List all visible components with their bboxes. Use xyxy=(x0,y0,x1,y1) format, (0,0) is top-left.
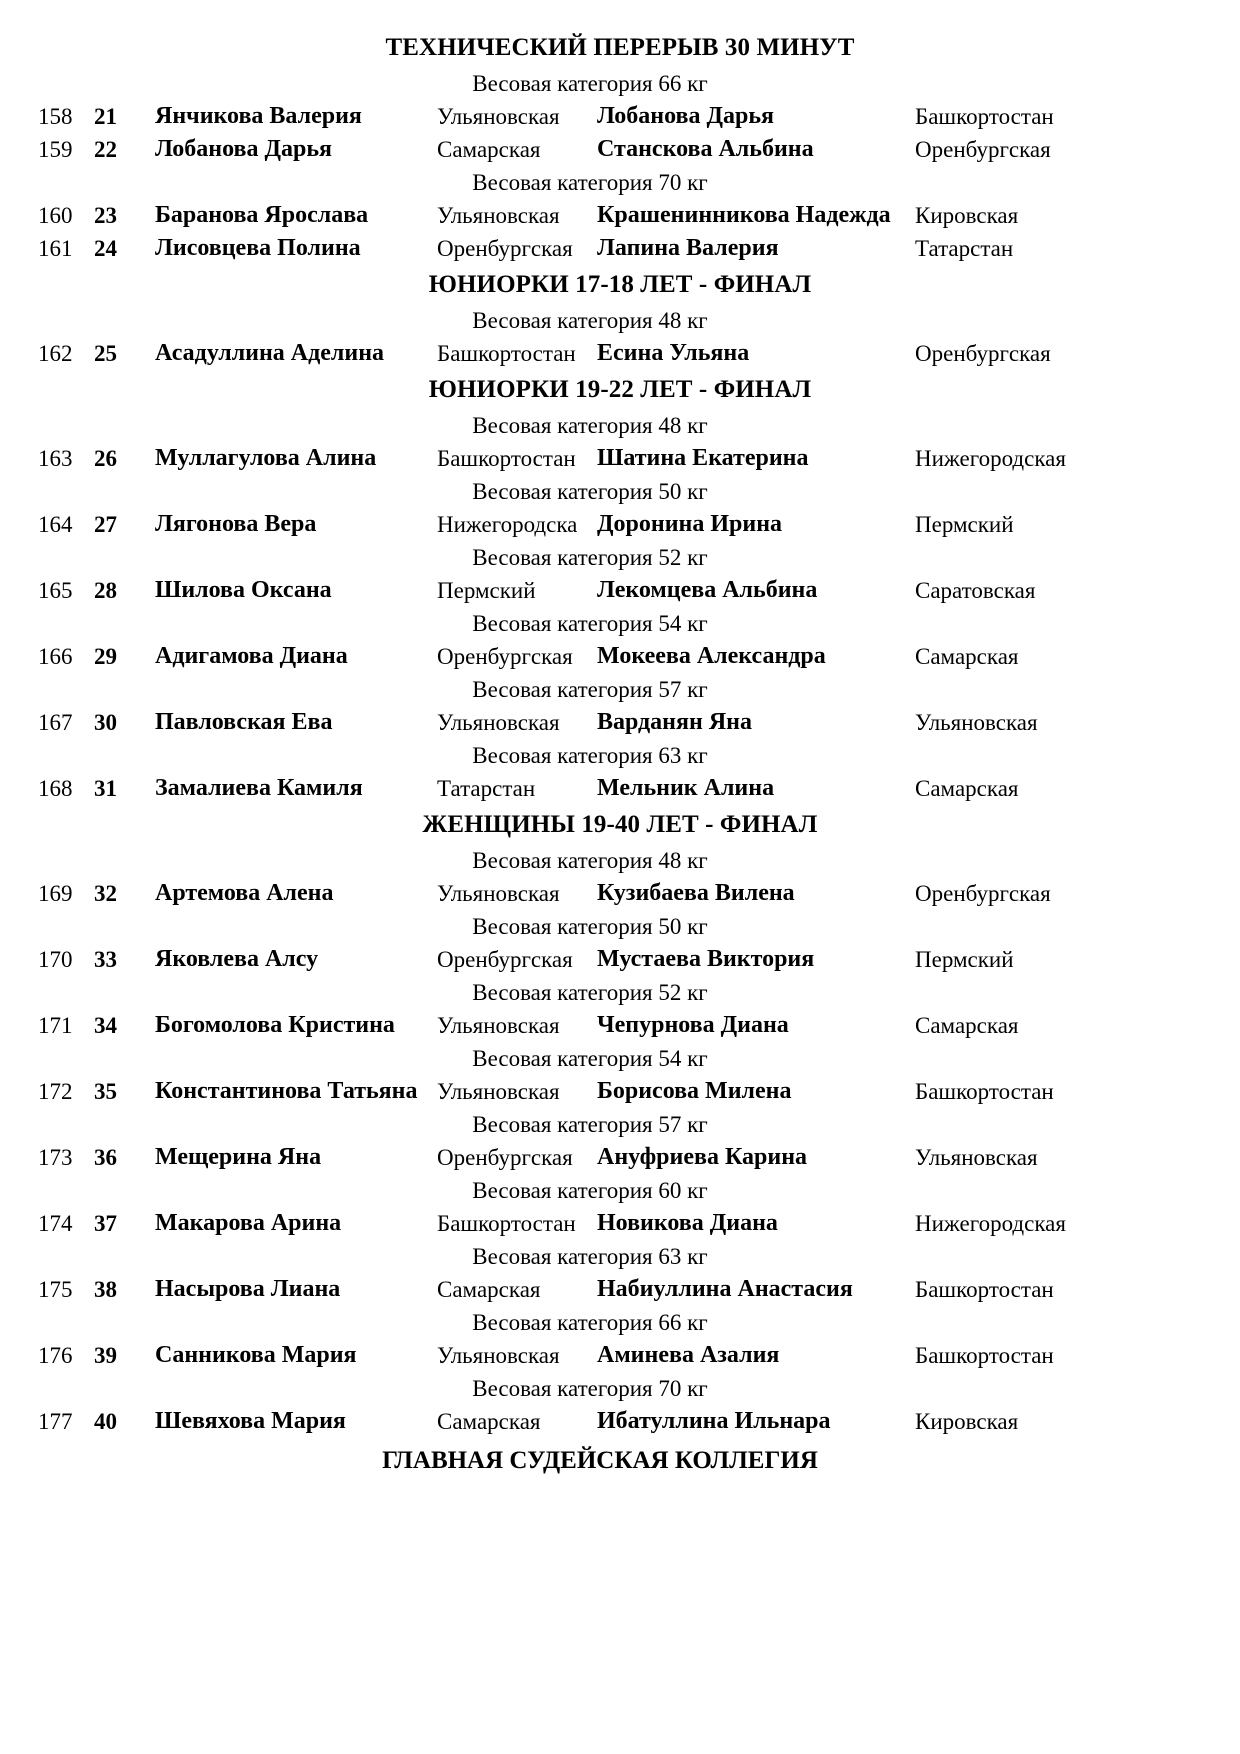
bout-sequence-number: 166 xyxy=(38,644,73,669)
athlete-name-left: Мещерина Яна xyxy=(155,1144,322,1170)
bout-row xyxy=(0,232,1240,265)
bout-sequence-number: 176 xyxy=(38,1343,73,1368)
weight-category-label: Весовая категория 66 кг xyxy=(472,71,708,96)
athlete-name-right: Лапина Валерия xyxy=(597,235,779,261)
bout-sequence-number: 163 xyxy=(38,446,73,471)
weight-category-label: Весовая категория 54 кг xyxy=(472,611,708,636)
athlete-name-right: Доронина Ирина xyxy=(597,511,783,537)
athlete-region-right: Оренбургская xyxy=(915,341,1051,366)
bout-row xyxy=(0,442,1240,475)
bout-row xyxy=(0,1207,1240,1240)
athlete-name-right: Набиуллина Анастасия xyxy=(597,1276,853,1302)
bout-number: 21 xyxy=(94,104,117,129)
bout-number: 33 xyxy=(94,947,117,972)
bout-sequence-number: 159 xyxy=(38,137,73,162)
athlete-region-left: Башкортостан xyxy=(437,1211,576,1236)
bout-number: 32 xyxy=(94,881,117,906)
athlete-name-left: Муллагулова Алина xyxy=(155,445,377,471)
weight-category-label: Весовая категория 54 кг xyxy=(472,1046,708,1071)
bout-number: 30 xyxy=(94,710,117,735)
athlete-region-right: Кировская xyxy=(915,203,1019,228)
bout-number: 27 xyxy=(94,512,117,537)
athlete-name-left: Макарова Арина xyxy=(155,1210,342,1236)
weight-category-label: Весовая категория 48 кг xyxy=(472,848,708,873)
bout-number: 28 xyxy=(94,578,117,603)
bout-number: 29 xyxy=(94,644,117,669)
weight-category-label: Весовая категория 52 кг xyxy=(472,980,708,1005)
athlete-name-right: Борисова Милена xyxy=(597,1078,792,1104)
bout-sequence-number: 164 xyxy=(38,512,73,537)
athlete-region-right: Ульяновская xyxy=(915,710,1038,735)
bout-sequence-number: 158 xyxy=(38,104,73,129)
bout-number: 39 xyxy=(94,1343,117,1368)
bout-sequence-number: 165 xyxy=(38,578,73,603)
athlete-region-right: Кировская xyxy=(915,1409,1019,1434)
bout-row xyxy=(0,943,1240,976)
athlete-name-left: Артемова Алена xyxy=(155,880,334,906)
weight-category-label: Весовая категория 63 кг xyxy=(472,1244,708,1269)
athlete-name-left: Асадуллина Аделина xyxy=(155,340,385,366)
bout-row xyxy=(0,100,1240,133)
weight-category-label: Весовая категория 57 кг xyxy=(472,677,708,702)
bout-sequence-number: 160 xyxy=(38,203,73,228)
bout-sequence-number: 171 xyxy=(38,1013,73,1038)
athlete-region-left: Башкортостан xyxy=(437,446,576,471)
bout-number: 40 xyxy=(94,1409,117,1434)
bout-sequence-number: 177 xyxy=(38,1409,73,1434)
athlete-region-right: Пермский xyxy=(915,512,1014,537)
bout-number: 38 xyxy=(94,1277,117,1302)
bout-row xyxy=(0,1405,1240,1438)
bout-number: 31 xyxy=(94,776,117,801)
athlete-name-right: Станскова Альбина xyxy=(597,136,814,162)
athlete-name-left: Шевяхова Мария xyxy=(155,1408,346,1434)
bout-sequence-number: 172 xyxy=(38,1079,73,1104)
athlete-name-left: Насырова Лиана xyxy=(155,1276,341,1302)
athlete-name-right: Крашенинникова Надежда xyxy=(597,202,891,228)
athlete-region-right: Башкортостан xyxy=(915,1277,1054,1302)
athlete-name-right: Ибатуллина Ильнара xyxy=(597,1408,831,1434)
athlete-region-left: Ульяновская xyxy=(437,1079,560,1104)
athlete-name-left: Лобанова Дарья xyxy=(155,136,333,162)
athlete-name-right: Кузибаева Вилена xyxy=(597,880,795,906)
athlete-region-right: Самарская xyxy=(915,1013,1019,1038)
weight-category-label: Весовая категория 63 кг xyxy=(472,743,708,768)
athlete-region-right: Самарская xyxy=(915,776,1019,801)
weight-category-label: Весовая категория 57 кг xyxy=(472,1112,708,1137)
athlete-region-right: Оренбургская xyxy=(915,137,1051,162)
athlete-region-left: Ульяновская xyxy=(437,104,560,129)
athlete-region-left: Самарская xyxy=(437,1409,541,1434)
athlete-region-left: Самарская xyxy=(437,137,541,162)
bout-sequence-number: 173 xyxy=(38,1145,73,1170)
bout-row xyxy=(0,706,1240,739)
athlete-region-left: Ульяновская xyxy=(437,1013,560,1038)
athlete-region-right: Башкортостан xyxy=(915,1343,1054,1368)
bout-sequence-number: 175 xyxy=(38,1277,73,1302)
bout-number: 25 xyxy=(94,341,117,366)
athlete-name-left: Павловская Ева xyxy=(155,709,333,735)
bout-row xyxy=(0,1339,1240,1372)
athlete-name-right: Лекомцева Альбина xyxy=(597,577,818,603)
athlete-region-right: Нижегородская xyxy=(915,1211,1066,1236)
athlete-name-left: Лягонова Вера xyxy=(155,511,317,537)
bout-sequence-number: 169 xyxy=(38,881,73,906)
athlete-name-left: Константинова Татьяна xyxy=(155,1078,418,1104)
weight-category-label: Весовая категория 70 кг xyxy=(472,170,708,195)
athlete-region-right: Ульяновская xyxy=(915,1145,1038,1170)
bout-sequence-number: 161 xyxy=(38,236,73,261)
bout-row xyxy=(0,508,1240,541)
athlete-name-left: Санникова Мария xyxy=(155,1342,357,1368)
athlete-region-right: Нижегородская xyxy=(915,446,1066,471)
athlete-name-right: Мельник Алина xyxy=(597,775,775,801)
bout-row xyxy=(0,133,1240,166)
athlete-name-left: Замалиева Камиля xyxy=(155,775,363,801)
athlete-region-right: Татарстан xyxy=(915,236,1014,261)
athlete-name-left: Богомолова Кристина xyxy=(155,1012,395,1038)
athlete-region-left: Нижегородска xyxy=(437,512,578,537)
athlete-name-right: Новикова Диана xyxy=(597,1210,778,1236)
bout-row xyxy=(0,1009,1240,1042)
athlete-region-right: Оренбургская xyxy=(915,881,1051,906)
athlete-name-left: Баранова Ярослава xyxy=(155,202,369,228)
bout-number: 23 xyxy=(94,203,117,228)
athlete-region-left: Самарская xyxy=(437,1277,541,1302)
bout-number: 24 xyxy=(94,236,117,261)
athlete-region-left: Оренбургская xyxy=(437,947,573,972)
athlete-name-right: Варданян Яна xyxy=(597,709,752,735)
athlete-region-left: Пермский xyxy=(437,578,536,603)
weight-category-label: Весовая категория 50 кг xyxy=(472,479,708,504)
athlete-region-left: Татарстан xyxy=(437,776,536,801)
athlete-name-right: Мокеева Александра xyxy=(597,643,826,669)
athlete-region-right: Саратовская xyxy=(915,578,1036,603)
bout-row xyxy=(0,574,1240,607)
bout-number: 36 xyxy=(94,1145,117,1170)
category-section-heading: ТЕХНИЧЕСКИЙ ПЕРЕРЫВ 30 МИНУТ xyxy=(385,34,855,61)
bout-number: 35 xyxy=(94,1079,117,1104)
athlete-region-right: Самарская xyxy=(915,644,1019,669)
category-section-heading: ЖЕНЩИНЫ 19-40 ЛЕТ - ФИНАЛ xyxy=(422,811,818,838)
athlete-name-left: Шилова Оксана xyxy=(155,577,332,603)
weight-category-label: Весовая категория 48 кг xyxy=(472,308,708,333)
judging-panel-heading: ГЛАВНАЯ СУДЕЙСКАЯ КОЛЛЕГИЯ xyxy=(382,1447,818,1474)
athlete-name-right: Шатина Екатерина xyxy=(597,445,809,471)
bout-row xyxy=(0,640,1240,673)
bout-number: 26 xyxy=(94,446,117,471)
athlete-region-right: Башкортостан xyxy=(915,1079,1054,1104)
athlete-region-left: Ульяновская xyxy=(437,881,560,906)
athlete-region-left: Ульяновская xyxy=(437,1343,560,1368)
bout-sequence-number: 168 xyxy=(38,776,73,801)
bout-row xyxy=(0,877,1240,910)
bout-sequence-number: 174 xyxy=(38,1211,73,1236)
athlete-region-left: Башкортостан xyxy=(437,341,576,366)
athlete-name-left: Лисовцева Полина xyxy=(155,235,361,261)
athlete-region-left: Ульяновская xyxy=(437,710,560,735)
weight-category-label: Весовая категория 70 кг xyxy=(472,1376,708,1401)
weight-category-label: Весовая категория 60 кг xyxy=(472,1178,708,1203)
athlete-name-right: Ануфриева Карина xyxy=(597,1144,808,1170)
athlete-name-right: Аминева Азалия xyxy=(597,1342,780,1368)
protocol-content xyxy=(0,28,1240,1478)
bout-number: 34 xyxy=(94,1013,117,1038)
athlete-name-right: Лобанова Дарья xyxy=(597,103,775,129)
bout-number: 37 xyxy=(94,1211,117,1236)
weight-category-label: Весовая категория 48 кг xyxy=(472,413,708,438)
bout-row xyxy=(0,1273,1240,1306)
bout-sequence-number: 167 xyxy=(38,710,73,735)
athlete-name-right: Есина Ульяна xyxy=(597,340,750,366)
athlete-name-left: Янчикова Валерия xyxy=(155,103,362,129)
weight-category-label: Весовая категория 52 кг xyxy=(472,545,708,570)
bout-number: 22 xyxy=(94,137,117,162)
bout-sequence-number: 162 xyxy=(38,341,73,366)
athlete-region-left: Оренбургская xyxy=(437,236,573,261)
athlete-region-left: Оренбургская xyxy=(437,644,573,669)
athlete-region-left: Ульяновская xyxy=(437,203,560,228)
category-section-heading: ЮНИОРКИ 17-18 ЛЕТ - ФИНАЛ xyxy=(428,271,812,298)
bout-row xyxy=(0,199,1240,232)
bout-row xyxy=(0,337,1240,370)
athlete-name-right: Чепурнова Диана xyxy=(597,1012,789,1038)
bout-row xyxy=(0,772,1240,805)
bout-row xyxy=(0,1075,1240,1108)
athlete-region-right: Пермский xyxy=(915,947,1014,972)
athlete-name-left: Адигамова Диана xyxy=(155,643,348,669)
bout-row xyxy=(0,1141,1240,1174)
athlete-region-right: Башкортостан xyxy=(915,104,1054,129)
athlete-region-left: Оренбургская xyxy=(437,1145,573,1170)
weight-category-label: Весовая категория 50 кг xyxy=(472,914,708,939)
athlete-name-left: Яковлева Алсу xyxy=(155,946,319,972)
category-section-heading: ЮНИОРКИ 19-22 ЛЕТ - ФИНАЛ xyxy=(428,376,812,403)
weight-category-label: Весовая категория 66 кг xyxy=(472,1310,708,1335)
bout-sequence-number: 170 xyxy=(38,947,73,972)
athlete-name-right: Мустаева Виктория xyxy=(597,946,815,972)
